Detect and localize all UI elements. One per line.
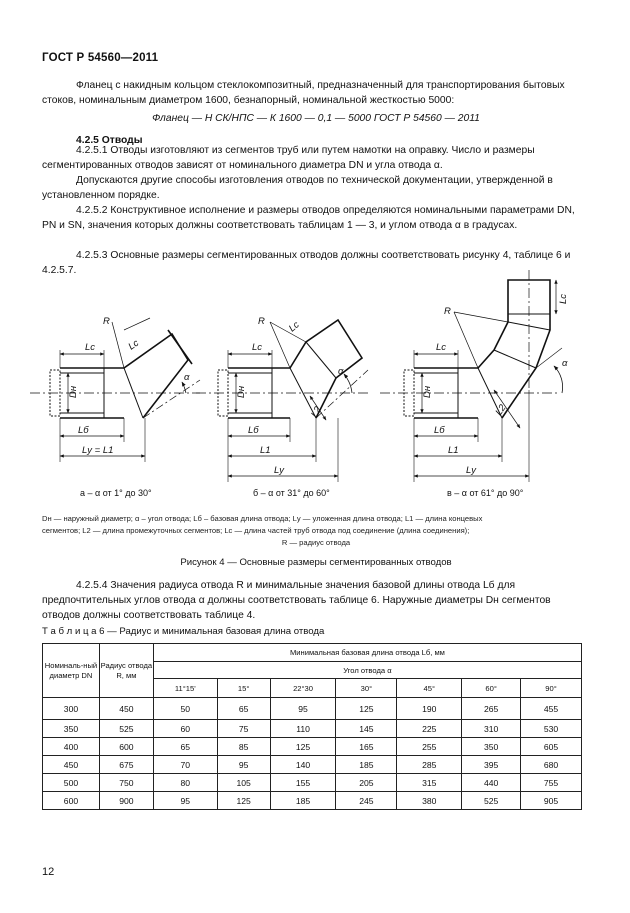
table-cell: 455	[521, 698, 582, 720]
label-dn-a: Dн	[68, 385, 79, 398]
label-alpha-c: α	[562, 358, 568, 369]
table-cell: 225	[397, 720, 462, 738]
table-cell: 530	[521, 720, 582, 738]
label-l2-c: L2	[493, 402, 509, 418]
label-ly-l1-a: Lу = L1	[82, 445, 114, 456]
table-cell: 450	[43, 756, 100, 774]
table-cell: 205	[336, 774, 397, 792]
table-cell: 125	[217, 792, 270, 810]
header-angle-6: 90°	[521, 679, 582, 698]
table-cell: 95	[217, 756, 270, 774]
table-row	[43, 756, 582, 774]
figure-legend	[42, 513, 590, 549]
header-angle-5: 60°	[462, 679, 521, 698]
table-cell: 50	[153, 698, 217, 720]
table-cell: 95	[153, 792, 217, 810]
page-header: ГОСТ Р 54560—2011	[42, 52, 159, 64]
header-angle-1: 15°	[217, 679, 270, 698]
table-cell: 600	[43, 792, 100, 810]
caption-a: а – α от 1° до 30°	[80, 488, 152, 498]
legend-line-2: сегментов; L2 — длина промежуточных сегментов; Lс — длина частей труб отвода под соединение (длина соединения);	[42, 526, 470, 535]
table-cell: 85	[217, 738, 270, 756]
table-cell: 315	[397, 774, 462, 792]
paragraph-4-2-5-1: 4.2.5.1 Отводы изготовляют из сегментов труб или путем намотки на оправку. Число и размеры сегментированных отводов зависят от номинального диаметра DN и угла отвода α.	[42, 145, 535, 171]
label-lb-b: Lб	[248, 425, 259, 436]
table-cell: 300	[43, 698, 100, 720]
label-lc-a2: Lc	[85, 342, 96, 353]
header-angle-0: 11°15'	[153, 679, 217, 698]
table-cell: 80	[153, 774, 217, 792]
label-r-c: R	[444, 306, 451, 317]
table-cell: 525	[99, 720, 153, 738]
drawing-b-elbow-31-60	[196, 316, 370, 482]
paragraph-4-2-5-2: 4.2.5.2 Конструктивное исполнение и размеры отводов определяются номинальными параметрами DN, PN и SN, значения которых должны соответствовать таблицам 1 — 3, и углом отвода α в градусах.	[42, 205, 575, 231]
label-r-a: R	[103, 316, 110, 327]
label-lb-c: Lб	[434, 425, 445, 436]
table-cell: 95	[270, 698, 336, 720]
table-cell: 190	[397, 698, 462, 720]
table-cell: 450	[99, 698, 153, 720]
table-cell: 65	[153, 738, 217, 756]
table-cell: 400	[43, 738, 100, 756]
table-cell: 65	[217, 698, 270, 720]
legend-line-1: Dн — наружный диаметр; α – угол отвода; Lб – базовая длина отвода; Lу — уложенная длина отвода; L1 — длина концевых	[42, 514, 483, 523]
table-cell: 255	[397, 738, 462, 756]
table-cell: 155	[270, 774, 336, 792]
table-cell: 105	[217, 774, 270, 792]
label-lc-b2: Lc	[252, 342, 263, 353]
header-angle: Угол отвода α	[153, 662, 581, 679]
table-cell: 440	[462, 774, 521, 792]
table-row	[43, 774, 582, 792]
caption-c: в – α от 61° до 90°	[447, 488, 524, 498]
label-lb-a: Lб	[78, 425, 89, 436]
paragraph-4-2-5-1b: Допускаются другие способы изготовления отводов по технической документации, утвержденной в установленном порядке.	[42, 175, 553, 201]
table-cell: 185	[270, 792, 336, 810]
label-lc-c: Lc	[558, 293, 569, 304]
label-alpha-b: α	[338, 366, 344, 377]
label-alpha-a: α	[184, 372, 190, 383]
table-cell: 140	[270, 756, 336, 774]
page-number: 12	[42, 866, 55, 878]
paragraph-flange-description: Фланец с накидным кольцом стеклокомпозитный, предназначенный для транспортирования бытовых стоков, номинальным диаметром 1600, безнапорный, номинальной жесткостью 5000:	[42, 80, 565, 106]
table-cell: 350	[43, 720, 100, 738]
paragraph-4-2-5-4: 4.2.5.4 Значения радиуса отвода R и минимальные значения базовой длины отвода Lб для предпочтительных углов отвода α должны соответствовать таблице 6. Наружные диаметры Dн сегментов отводов должны соответствовать таблице 4.	[42, 580, 551, 621]
table-cell: 350	[462, 738, 521, 756]
label-dn-c: Dн	[422, 385, 433, 398]
table-cell: 380	[397, 792, 462, 810]
table-cell: 680	[521, 756, 582, 774]
label-lc-c2: Lc	[436, 342, 447, 353]
table-cell: 675	[99, 756, 153, 774]
table-cell: 185	[336, 756, 397, 774]
label-ly-b: Lу	[274, 465, 285, 476]
table-cell: 750	[99, 774, 153, 792]
header-radius: Радиус отвода R, мм	[99, 644, 153, 698]
table-cell: 265	[462, 698, 521, 720]
table-cell: 310	[462, 720, 521, 738]
table-cell: 285	[397, 756, 462, 774]
table-cell: 605	[521, 738, 582, 756]
label-lc-b: Lc	[286, 319, 302, 335]
table-cell: 70	[153, 756, 217, 774]
table-cell: 600	[99, 738, 153, 756]
table-cell: 125	[270, 738, 336, 756]
figure-4-segmented-elbows	[0, 270, 630, 510]
table-cell: 110	[270, 720, 336, 738]
flange-designation-example: Фланец — Н СК/НПС — К 1600 — 0,1 — 5000 ГОСТ Р 54560 — 2011	[152, 113, 480, 124]
header-angle-2: 22°30	[270, 679, 336, 698]
table-cell: 75	[217, 720, 270, 738]
table-row	[43, 792, 582, 810]
label-r-b: R	[258, 316, 265, 327]
table-cell: 245	[336, 792, 397, 810]
paragraph-4-2-5-3: 4.2.5.3 Основные размеры сегментированных отводов должны соответствовать рисунку 4, таблице 6 и 4.2.5.7.	[42, 250, 571, 276]
label-l1-c: L1	[448, 445, 459, 456]
drawing-a-elbow-1-30	[30, 316, 200, 462]
table-row	[43, 738, 582, 756]
table-cell: 900	[99, 792, 153, 810]
label-dn-b: Dн	[236, 385, 247, 398]
caption-b: б – α от 31° до 60°	[253, 488, 330, 498]
header-angle-3: 30°	[336, 679, 397, 698]
table-cell: 500	[43, 774, 100, 792]
label-lc-a: Lc	[126, 337, 141, 353]
header-angle-4: 45°	[397, 679, 462, 698]
table-cell: 125	[336, 698, 397, 720]
table-row	[43, 698, 582, 720]
table-cell: 755	[521, 774, 582, 792]
section-title-elbows: 4.2.5 Отводы	[76, 135, 143, 146]
header-dn: Номиналь-ный диаметр DN	[43, 644, 100, 698]
table-cell: 395	[462, 756, 521, 774]
table-cell: 145	[336, 720, 397, 738]
label-ly-c: Lу	[466, 465, 477, 476]
table-cell: 165	[336, 738, 397, 756]
table-cell: 905	[521, 792, 582, 810]
table-cell: 60	[153, 720, 217, 738]
table-caption: Т а б л и ц а 6 — Радиус и минимальная базовая длина отвода	[42, 626, 325, 637]
table-row	[43, 720, 582, 738]
legend-line-3: R — радиус отвода	[281, 538, 351, 547]
drawing-c-elbow-61-90	[380, 270, 569, 482]
figure-title: Рисунок 4 — Основные размеры сегментированных отводов	[180, 557, 452, 568]
label-l1-b: L1	[260, 445, 271, 456]
table-cell: 525	[462, 792, 521, 810]
header-min-length: Минимальная базовая длина отвода Lб, мм	[153, 644, 581, 662]
label-l2-b: L2	[309, 404, 324, 420]
table-6	[42, 643, 582, 810]
